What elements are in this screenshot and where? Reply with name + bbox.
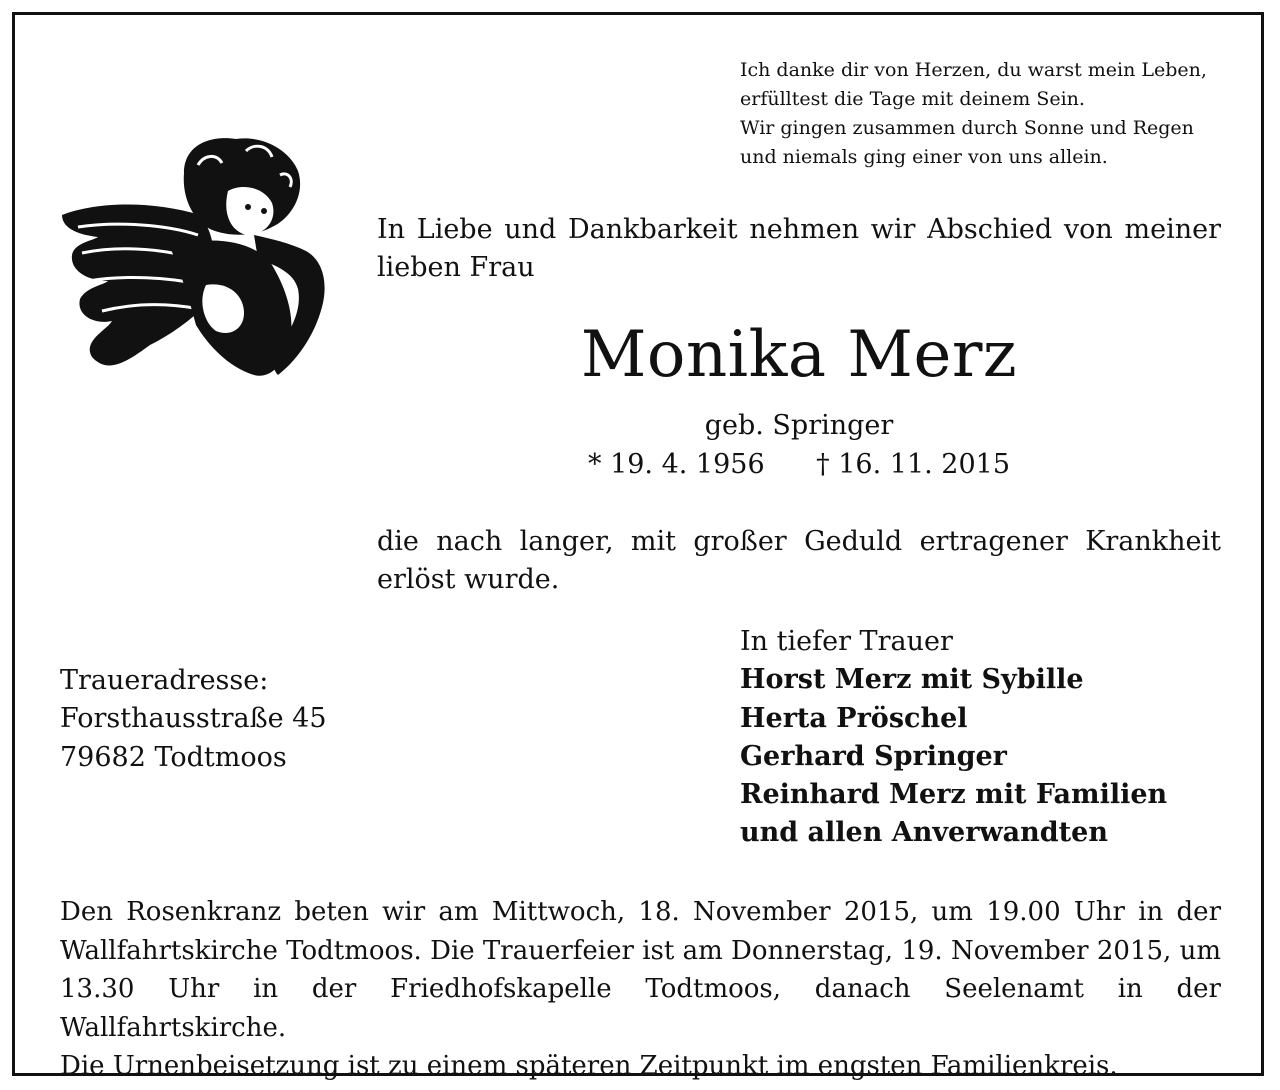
poem-line: Wir gingen zusammen durch Sonne und Regen — [740, 117, 1194, 139]
poem-line: und niemals ging einer von uns allein. — [740, 146, 1108, 168]
notice-line: Den Rosenkranz beten wir am Mittwoch, 18. November 2015, um 19.00 Uhr in der — [60, 897, 1221, 927]
address-street: Forsthausstraße 45 — [60, 703, 327, 735]
address-label: Traueradresse: — [60, 665, 269, 696]
mourner-name: Reinhard Merz mit Familien — [740, 779, 1168, 811]
service-notice — [60, 893, 1221, 1086]
closing-text: die nach langer, mit großer Geduld ertragener Krankheit erlöst wurde. — [377, 526, 1221, 595]
notice-line: 13.30 Uhr in der Friedhofskapelle Todtmoos, danach Seelenamt in der Wallfahrtskirche. — [60, 974, 1221, 1043]
mourner-name: und allen Anverwandten — [740, 817, 1108, 849]
poem-line: erfülltest die Tage mit deinem Sein. — [740, 88, 1085, 110]
life-dates — [377, 447, 1221, 483]
maiden-name: geb. Springer — [704, 410, 894, 441]
intro-text: In Liebe und Dankbarkeit nehmen wir Abschied von meiner lieben Frau — [377, 214, 1221, 283]
mourner-name: Horst Merz mit Sybille — [740, 664, 1084, 696]
mourner-name: Gerhard Springer — [740, 740, 1007, 772]
birth-date: * 19. 4. 1956 — [587, 449, 765, 480]
cherub-angel-icon — [58, 135, 338, 385]
notice-line: Die Urnenbeisetzung ist zu einem späteren Zeitpunkt im engsten Familienkreis. — [60, 1051, 1118, 1081]
poem — [740, 56, 1207, 172]
poem-line: Ich danke dir von Herzen, du warst mein Leben, — [740, 59, 1207, 81]
mourners-heading: In tiefer Trauer — [740, 626, 953, 657]
notice-line: Wallfahrtskirche Todtmoos. Die Trauerfeier ist am Donnerstag, 19. November 2015, um — [60, 935, 1221, 966]
death-date: † 16. 11. 2015 — [816, 449, 1010, 480]
deceased-name: Monika Merz — [580, 318, 1018, 392]
mourning-address — [60, 662, 327, 777]
mourner-name: Herta Pröschel — [740, 702, 968, 734]
address-city: 79682 Todtmoos — [60, 741, 287, 773]
mourners-block — [740, 623, 1167, 853]
